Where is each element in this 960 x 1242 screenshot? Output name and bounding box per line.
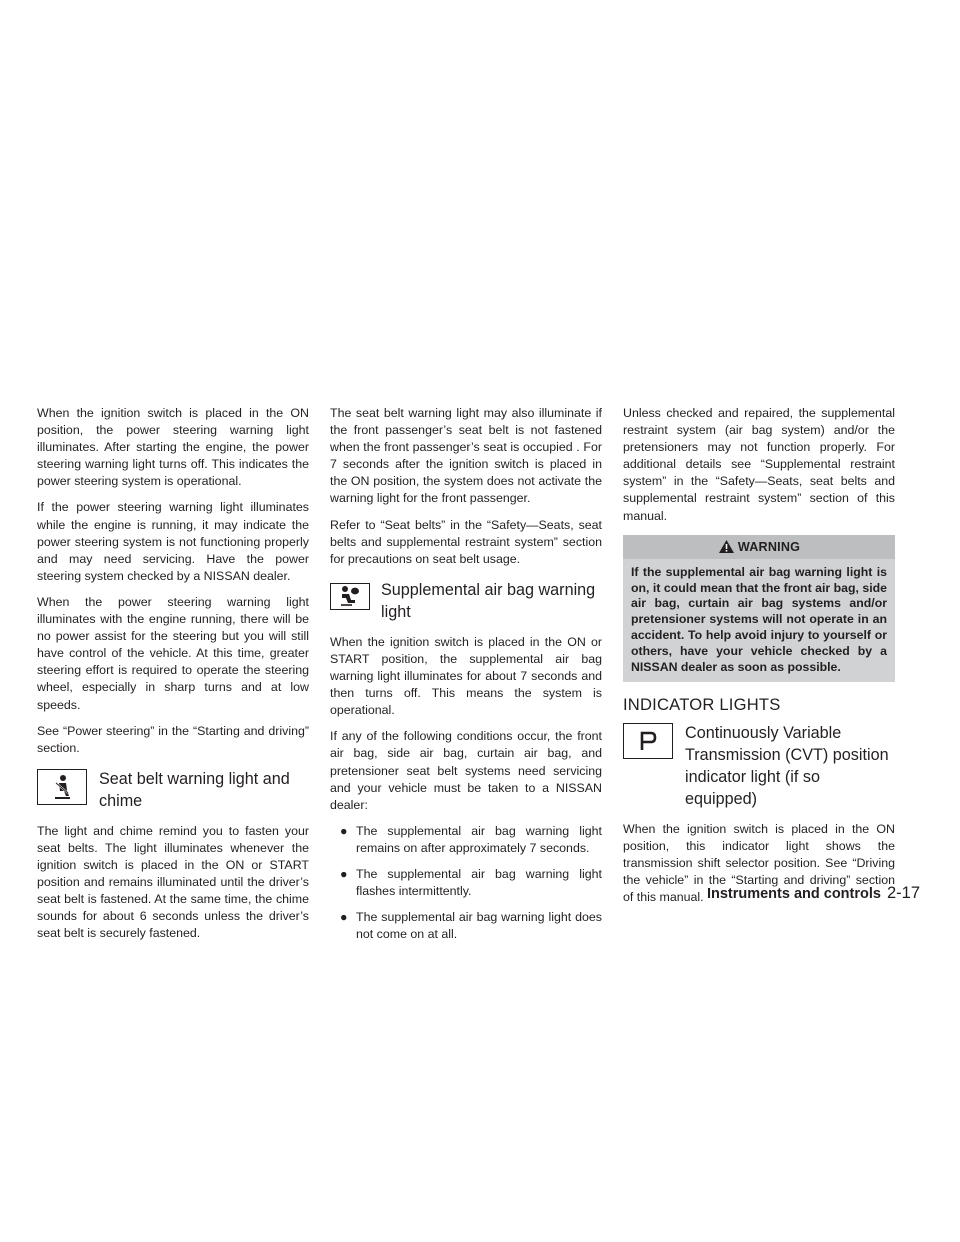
column-1 (37, 405, 309, 951)
warning-box (623, 535, 895, 682)
paragraph: The light and chime remind you to fasten your seat belts. The light illuminates whenever the ignition switch is placed in the ON or START position and remains illuminated until the driver’s seat belt is fastened. At the same time, the chime sounds for about 6 seconds unless the driver’s seat belt is securely fastened. (37, 823, 309, 941)
paragraph: When the ignition switch is placed in the ON or START position, the supplemental air bag warning light illuminates for about 7 seconds and then turns off. This means the system is operational. (330, 634, 602, 718)
paragraph: When the ignition switch is placed in the ON position, this indicator light shows the transmission shift selector position. See “Driving the vehicle” in the “Starting and driving” section of this manual. (623, 822, 895, 905)
section-heading: INDICATOR LIGHTS (623, 695, 781, 714)
warning-icon (718, 539, 735, 554)
column-3 (623, 405, 895, 915)
airbag-icon (330, 583, 370, 610)
cvt-heading (623, 720, 895, 810)
list-item (330, 866, 602, 900)
page-number: 2-17 (886, 884, 920, 902)
paragraph: If the power steering warning light illuminates while the engine is running, it may indicate the power steering system is not functioning properly and may need servicing. Have the power steering system checked by a NISSAN dealer. (37, 500, 309, 583)
column-2 (330, 405, 602, 952)
paragraph: Unless checked and repaired, the supplemental restraint system (air bag system) and/or the pretensioners may not function properly. For additional details see “Supplemental restraint system” in the “Safety—Seats, seat belts and supplemental restraint system” section of this manual. (623, 406, 895, 523)
seat-belt-heading (37, 766, 309, 812)
p-indicator-icon (623, 723, 673, 759)
paragraph: The seat belt warning light may also illuminate if the front passenger’s seat belt is not fastened when the front passenger’s seat is occupied . For 7 seconds after the ignition switch is placed in the ON position, the system does not activate the warning light for the front passenger. (330, 406, 602, 506)
list-item (330, 909, 602, 943)
list-item (330, 823, 602, 857)
seat-belt-icon (37, 769, 87, 805)
page-footer (707, 884, 920, 903)
paragraph: If any of the following conditions occur, the front air bag, side air bag, curtain air bag, and pretensioner seat belt systems need servicing and your vehicle must be taken to a NISSAN dealer: (330, 729, 602, 812)
seat-belt-title: Seat belt warning light and chime (99, 769, 290, 810)
condition-list (330, 823, 602, 944)
list-item-text: The supplemental air bag warning light does not come on at all. (356, 910, 602, 942)
chapter-title: Instruments and controls (706, 886, 881, 902)
airbag-title: Supplemental air bag warning light (381, 580, 596, 621)
bullet-icon: ● (340, 910, 348, 925)
warning-header (623, 535, 895, 559)
airbag-heading (330, 577, 602, 623)
warning-label: WARNING (737, 539, 801, 554)
list-item-text: The supplemental air bag warning light flashes intermittently. (356, 866, 602, 899)
bullet-icon: ● (340, 866, 348, 881)
warning-text: If the supplemental air bag warning light is on, it could mean that the front air bag, side air bag, curtain air bag systems and/or pretensioner systems will not operate in an accident. To help avoid injury to yourself or others, have your vehicle checked by a NISSAN dealer as soon as possible. (631, 564, 887, 675)
list-item-text: The supplemental air bag warning light remains on after approximately 7 seconds. (356, 823, 602, 855)
paragraph: See “Power steering” in the “Starting and driving” section. (37, 723, 309, 755)
paragraph: When the ignition switch is placed in the ON position, the power steering warning light illuminates. After starting the engine, the power steering warning light turns off. This indicates the power steering system is operational. (37, 406, 309, 489)
paragraph: When the power steering warning light illuminates with the engine running, there will be no power assist for the steering but you will still have control of the vehicle. At this time, greater steering effort is required to operate the steering wheel, especially in sharp turns and at low speeds. (37, 594, 309, 712)
paragraph: Refer to “Seat belts” in the “Safety—Seats, seat belts and supplemental restraint system” section for precautions on seat belt usage. (330, 517, 602, 566)
bullet-icon: ● (340, 823, 348, 838)
cvt-title: Continuously Variable Transmission (CVT) position indicator light (if so equipped) (685, 724, 889, 808)
